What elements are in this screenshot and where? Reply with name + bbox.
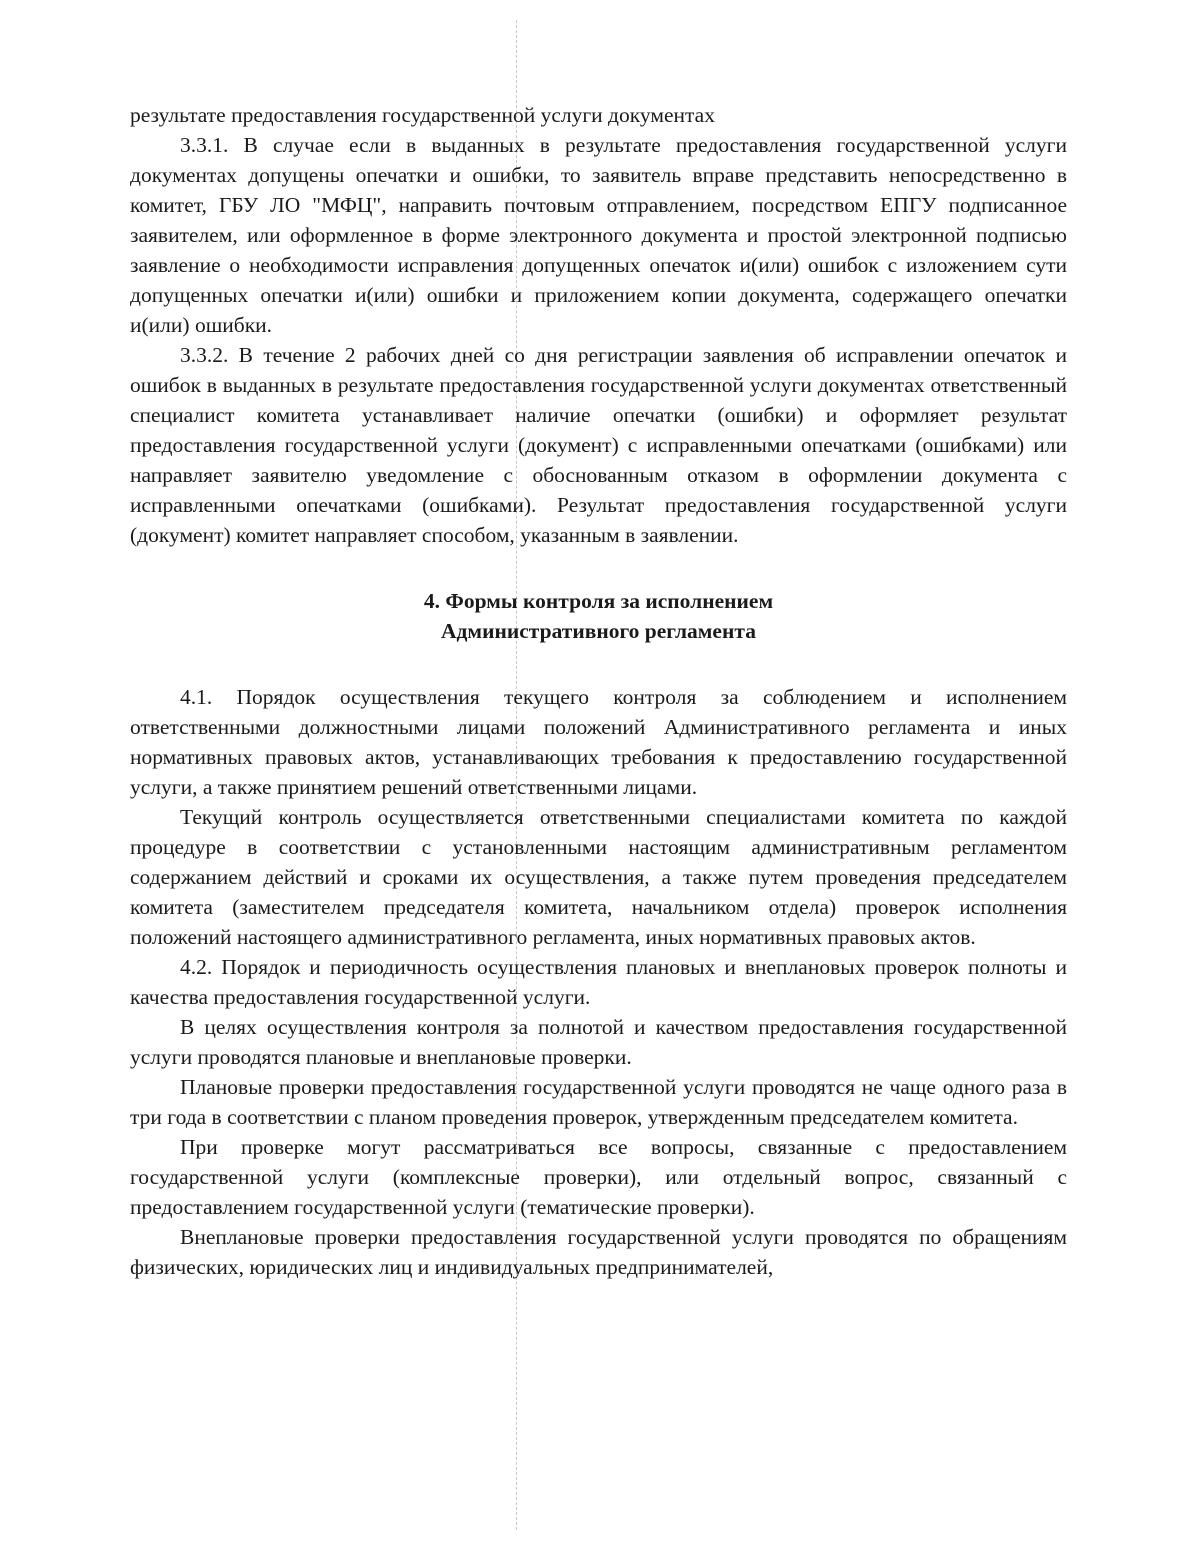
paragraph-planned-checks: Плановые проверки предоставления государственной услуги проводятся не чаще одного раза в три года в соответствии с планом проведения проверок, утвержденным председателем комитета. [130,1075,1067,1129]
paragraph-unplanned-checks: Внеплановые проверки предоставления государственной услуги проводятся по обращениям физических, юридических лиц и индивидуальных предпринимателей, [130,1225,1067,1279]
section-heading [130,586,1067,646]
section-title-line-2: Административного регламента [441,619,756,643]
paragraph-4-2: 4.2. Порядок и периодичность осуществления плановых и внеплановых проверок полноты и качества предоставления государственной услуги. [130,955,1067,1009]
paragraph-current-control: Текущий контроль осуществляется ответственными специалистами комитета по каждой процедуре в соответствии с установленными настоящим административным регламентом содержанием действий и сроками их осуществления, а также путем проведения председателем комитета (заместителем председателя комитета, начальником отдела) проверок исполнения положений настоящего административного регламента, иных нормативных правовых актов. [130,805,1067,949]
section-title-line-1: 4. Формы контроля за исполнением [423,589,774,613]
paragraph-3-3-1: 3.3.1. В случае если в выданных в результате предоставления государственной услуги документах допущены опечатки и ошибки, то заявитель вправе представить непосредственно в комитет, ГБУ ЛО "МФЦ", направить почтовым отправлением, посредством ЕПГУ подписанное заявителем, или оформленное в форме электронного документа и простой электронной подписью заявление о необходимости исправления допущенных опечаток и(или) ошибок с изложением сути допущенных опечатки и(или) ошибки и приложением копии документа, содержащего опечатки и(или) ошибки. [130,133,1067,337]
paragraph-control-purpose: В целях осуществления контроля за полнотой и качеством предоставления государственной услуги проводятся плановые и внеплановые проверки. [130,1015,1067,1069]
document-page [130,100,1067,1282]
paragraph-3-3-2: 3.3.2. В течение 2 рабочих дней со дня регистрации заявления об исправлении опечаток и ошибок в выданных в результате предоставления государственной услуги документах ответственный специалист комитета устанавливает наличие опечатки (ошибки) и оформляет результат предоставления государственной услуги (документ) с исправленными опечатками (ошибками) или направляет заявителю уведомление с обоснованным отказом в оформлении документа с исправленными опечатками (ошибками). Результат предоставления государственной услуги (документ) комитет направляет способом, указанным в заявлении. [130,343,1067,547]
paragraph-check-scope: При проверке могут рассматриваться все вопросы, связанные с предоставлением государственной услуги (комплексные проверки), или отдельный вопрос, связанный с предоставлением государственной услуги (тематические проверки). [130,1135,1067,1219]
paragraph-4-1: 4.1. Порядок осуществления текущего контроля за соблюдением и исполнением ответственными должностными лицами положений Административного регламента и иных нормативных правовых актов, устанавливающих требования к предоставлению государственной услуги, а также принятием решений ответственными лицами. [130,685,1067,799]
paragraph-continuation: результате предоставления государственной услуги документах [130,103,715,127]
